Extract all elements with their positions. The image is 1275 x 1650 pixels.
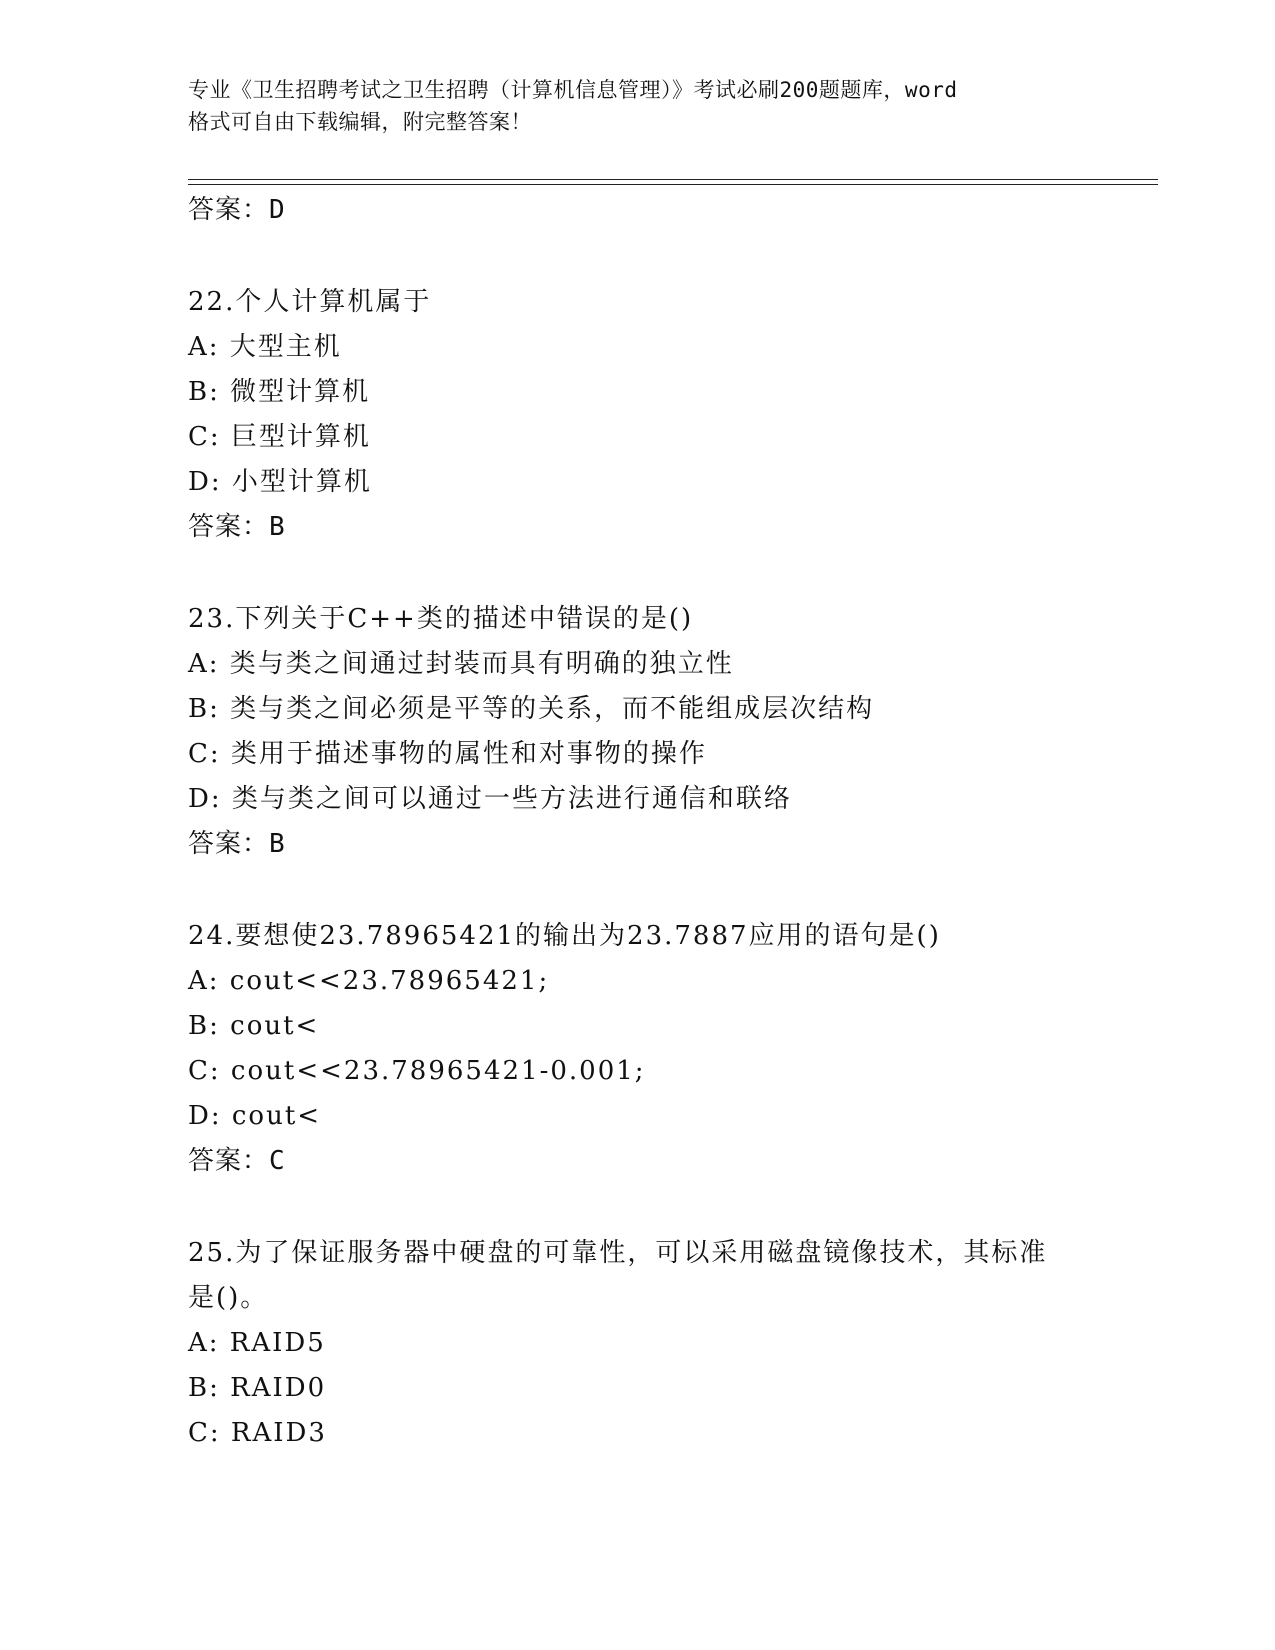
answer-value: C <box>269 1146 286 1176</box>
question-title-line-1: 25.为了保证服务器中硬盘的可靠性，可以采用磁盘镜像技术，其标准 <box>188 1238 1048 1268</box>
option-d: D: cout< <box>188 1101 322 1131</box>
header-divider-top <box>188 179 1158 180</box>
question-23 <box>188 597 1088 822</box>
question-title: 24.要想使23.78965421的输出为23.7887应用的语句是() <box>188 921 941 951</box>
option-b: B: 微型计算机 <box>188 377 371 407</box>
answer-line <box>188 188 1088 233</box>
question-title: 23.下列关于C++类的描述中错误的是() <box>188 604 694 634</box>
option-d: D: 类与类之间可以通过一些方法进行通信和联络 <box>188 784 792 814</box>
answer-line <box>188 1139 1088 1184</box>
spacer <box>188 233 1088 280</box>
answer-label: 答案： <box>188 1146 270 1176</box>
option-c: C: 巨型计算机 <box>188 422 371 452</box>
answer-value: B <box>269 829 286 859</box>
question-24 <box>188 914 1088 1139</box>
header-line-2: 格式可自由下载编辑，附完整答案！ <box>188 110 532 134</box>
option-a: A: RAID5 <box>188 1328 326 1358</box>
question-title-line-2: 是()。 <box>188 1283 269 1313</box>
option-a: A: 大型主机 <box>188 332 342 362</box>
document-header <box>188 74 1088 138</box>
spacer <box>188 550 1088 597</box>
question-title: 22.个人计算机属于 <box>188 287 432 317</box>
spacer <box>188 1184 1088 1231</box>
option-b: B: cout< <box>188 1011 320 1041</box>
option-a: A: 类与类之间通过封装而具有明确的独立性 <box>188 649 734 679</box>
question-25 <box>188 1231 1088 1456</box>
answer-line <box>188 822 1088 867</box>
document-content <box>188 188 1088 1456</box>
spacer <box>188 867 1088 914</box>
option-b: B: 类与类之间必须是平等的关系，而不能组成层次结构 <box>188 694 875 724</box>
option-c: C: cout<<23.78965421-0.001; <box>188 1056 646 1086</box>
option-a: A: cout<<23.78965421; <box>188 966 550 996</box>
header-divider-bottom <box>188 184 1158 185</box>
answer-label: 答案： <box>188 829 270 859</box>
answer-value: D <box>269 195 286 225</box>
option-d: D: 小型计算机 <box>188 467 372 497</box>
answer-label: 答案： <box>188 195 270 225</box>
option-b: B: RAID0 <box>188 1373 327 1403</box>
answer-line <box>188 505 1088 550</box>
header-line-1: 专业《卫生招聘考试之卫生招聘（计算机信息管理）》考试必刷200题题库，word <box>188 78 958 102</box>
question-22 <box>188 280 1088 505</box>
answer-label: 答案： <box>188 512 270 542</box>
option-c: C: 类用于描述事物的属性和对事物的操作 <box>188 739 707 769</box>
answer-value: B <box>269 512 286 542</box>
option-c: C: RAID3 <box>188 1418 327 1448</box>
